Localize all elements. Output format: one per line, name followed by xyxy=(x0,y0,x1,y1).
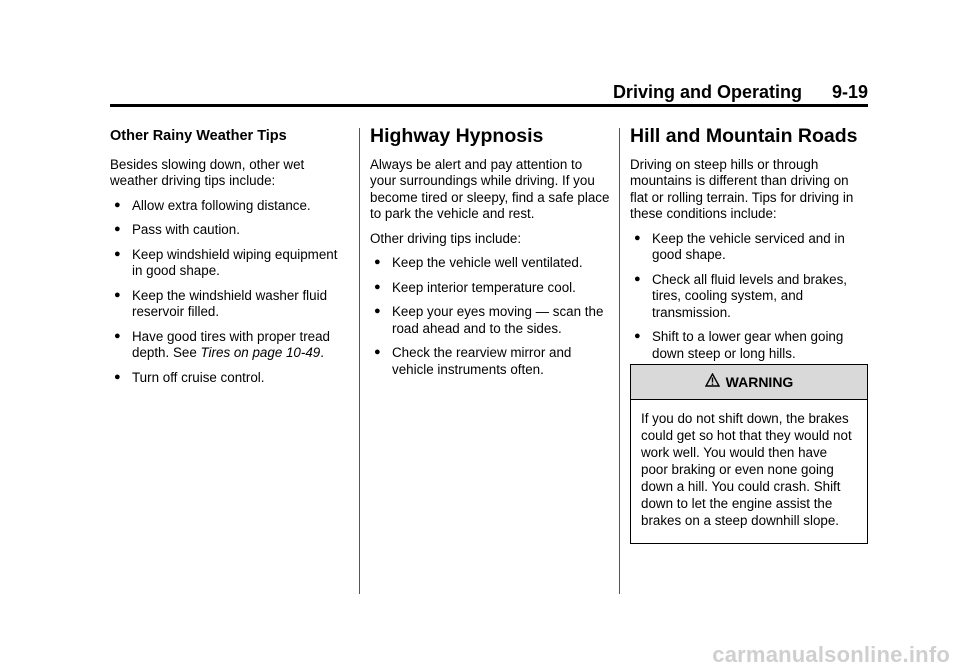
list-item: ● Check all fluid levels and brakes, tires, cooling system, and transmission. xyxy=(634,271,848,320)
page-number: 9-19 xyxy=(831,81,868,102)
warning-header xyxy=(631,365,867,400)
section-heading: Hill and Mountain Roads xyxy=(630,125,858,147)
list-item: ● Turn off cruise control. xyxy=(114,369,265,385)
bullet-icon: ● xyxy=(374,280,381,293)
list-item: ● Have good tires with proper tread depth. See Tires on page 10-49. xyxy=(114,328,330,360)
warning-triangle-icon xyxy=(705,373,720,392)
bullet-icon: ● xyxy=(114,288,121,301)
bullet-icon: ● xyxy=(634,272,641,285)
list-item: ● Shift to a lower gear when going down steep or long hills. xyxy=(634,329,844,361)
header-rule xyxy=(110,104,868,107)
bullet-icon: ● xyxy=(114,198,121,211)
section-heading: Highway Hypnosis xyxy=(370,125,544,147)
bullet-icon: ● xyxy=(114,247,121,260)
warning-box xyxy=(630,364,868,544)
bullet-icon: ● xyxy=(374,256,381,268)
bullet-icon: ● xyxy=(114,329,121,342)
list-item: ● Keep the vehicle serviced and in good shape. xyxy=(634,230,845,262)
list-item: ● Allow extra following distance. xyxy=(114,197,311,213)
tips-list xyxy=(630,231,870,363)
bullet-icon: ● xyxy=(634,330,641,342)
column-divider xyxy=(619,128,620,594)
section-heading: Other Rainy Weather Tips xyxy=(110,128,287,144)
list-item: ● Keep interior temperature cool. xyxy=(374,279,576,295)
page-header xyxy=(110,80,868,104)
list-item: ● Pass with caution. xyxy=(114,222,240,237)
list-item: ● Keep your eyes moving — scan the road ahead and to the sides. xyxy=(374,304,604,336)
bullet-icon: ● xyxy=(114,370,121,383)
body-paragraph: Always be alert and pay attention to your surroundings while driving. If you become tired or sleepy, find a safe place to park the vehicle and rest. xyxy=(370,156,610,221)
body-paragraph: Driving on steep hills or through mountains is different than driving on flat or rolling terrain. Tips for driving in these conditions include: xyxy=(630,156,854,221)
tips-list xyxy=(370,255,610,378)
watermark: carmanualsonline.info xyxy=(712,642,950,667)
list-item: ● Check the rearview mirror and vehicle instruments often. xyxy=(374,345,572,377)
section-title: Driving and Operating xyxy=(612,81,802,102)
column-divider xyxy=(359,128,360,594)
list-item: ● Keep the vehicle well ventilated. xyxy=(374,255,583,270)
warning-label: WARNING xyxy=(725,374,794,390)
bullet-icon: ● xyxy=(374,346,381,358)
bullet-icon: ● xyxy=(114,223,121,235)
bullet-icon: ● xyxy=(374,305,381,317)
body-paragraph: Other driving tips include: xyxy=(370,230,522,246)
tips-list xyxy=(110,198,350,387)
column-hill-mountain xyxy=(630,125,870,370)
list-item: ● Keep windshield wiping equipment in good shape. xyxy=(114,246,338,278)
column-rainy-weather xyxy=(110,128,350,394)
warning-text: If you do not shift down, the brakes could get so hot that they would not work well. You would then have poor braking or even none going down a hill. You could crash. Shift down to let the engine assist the brakes on a steep downhill slope. xyxy=(641,411,852,528)
column-highway-hypnosis xyxy=(370,125,610,386)
intro-paragraph: Besides slowing down, other wet weather driving tips include: xyxy=(110,156,305,188)
list-item: ● Keep the windshield washer fluid reservoir filled. xyxy=(114,287,328,319)
bullet-icon: ● xyxy=(634,231,641,244)
cross-reference-link[interactable]: Tires on page 10-49 xyxy=(200,345,321,360)
